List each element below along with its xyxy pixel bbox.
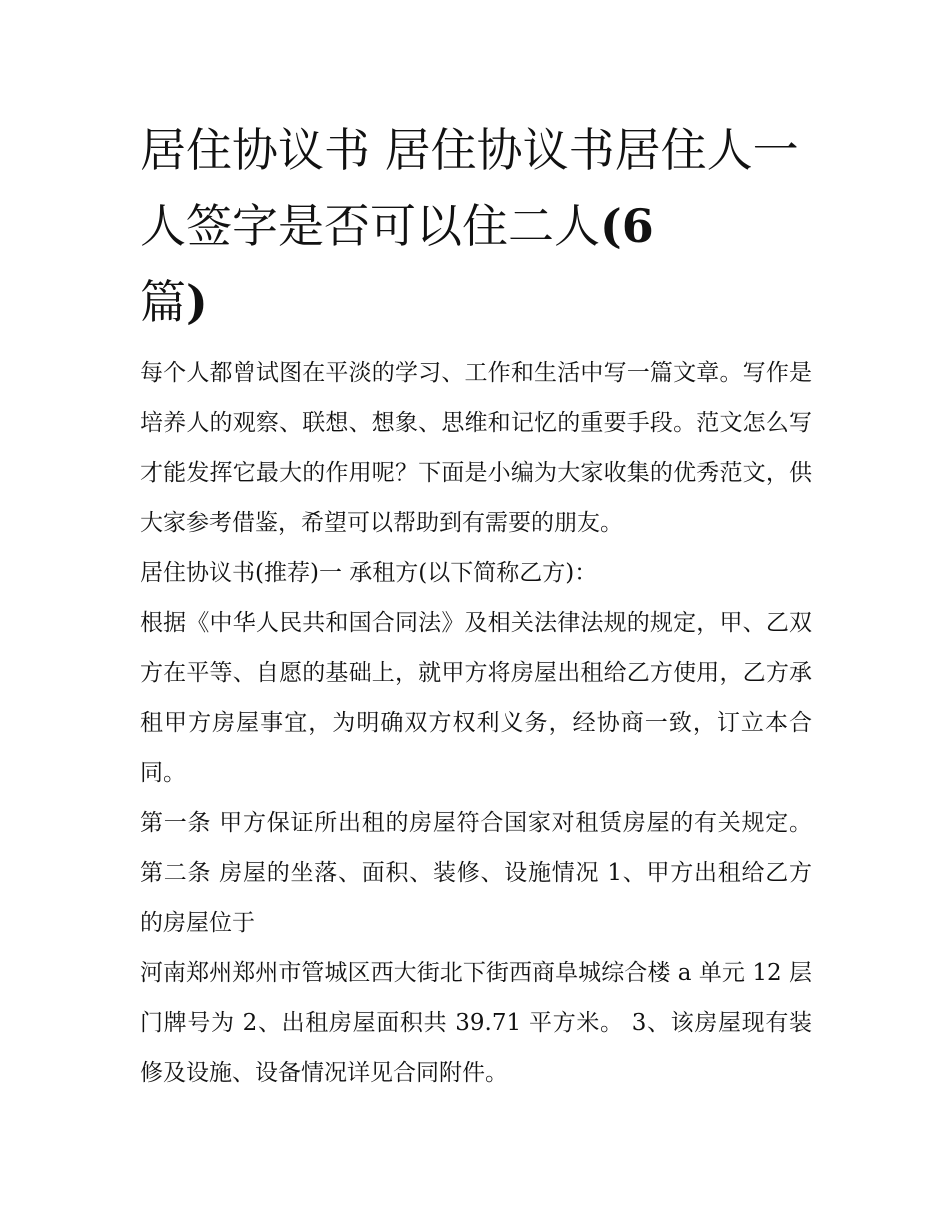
title-line3: 篇 [140,275,186,329]
house-location-paragraph: 河南郑州郑州市管城区西大街北下街西商阜城综合楼 a 单元 12 层门牌号为 2、出租房屋面积共 39.71 平方米。 3、该房屋现有装修及设施、设备情况详见合同附件。 [140,960,812,1086]
title-tail: (6 [600,199,654,253]
document-body [140,348,812,1098]
title-close: ) [186,275,208,329]
title-main: 居住协议书 居住协议书居住人一人签字是否可以住二人 [140,123,799,253]
document-page [140,112,812,1098]
intro-paragraph: 每个人都曾试图在平淡的学习、工作和生活中写一篇文章。写作是培养人的观察、联想、想象、思维和记忆的重要手段。范文怎么写才能发挥它最大的作用呢？下面是小编为大家收集的优秀范文，供大家参考借鉴，希望可以帮助到有需要的朋友。 [140,360,812,536]
section-heading: 居住协议书(推荐)一 承租方(以下简称乙方)： [140,560,598,586]
contract-preamble: 根据《中华人民共和国合同法》及相关法律法规的规定，甲、乙双方在平等、自愿的基础上，就甲方将房屋出租给乙方使用，乙方承租甲方房屋事宜，为明确双方权利义务，经协商一致，订立本合同。 [140,610,812,786]
article-one-two: 第一条 甲方保证所出租的房屋符合国家对租赁房屋的有关规定。 第二条 房屋的坐落、面积、装修、设施情况 1、甲方出租给乙方的房屋位于 [140,810,812,936]
document-title [140,112,812,340]
